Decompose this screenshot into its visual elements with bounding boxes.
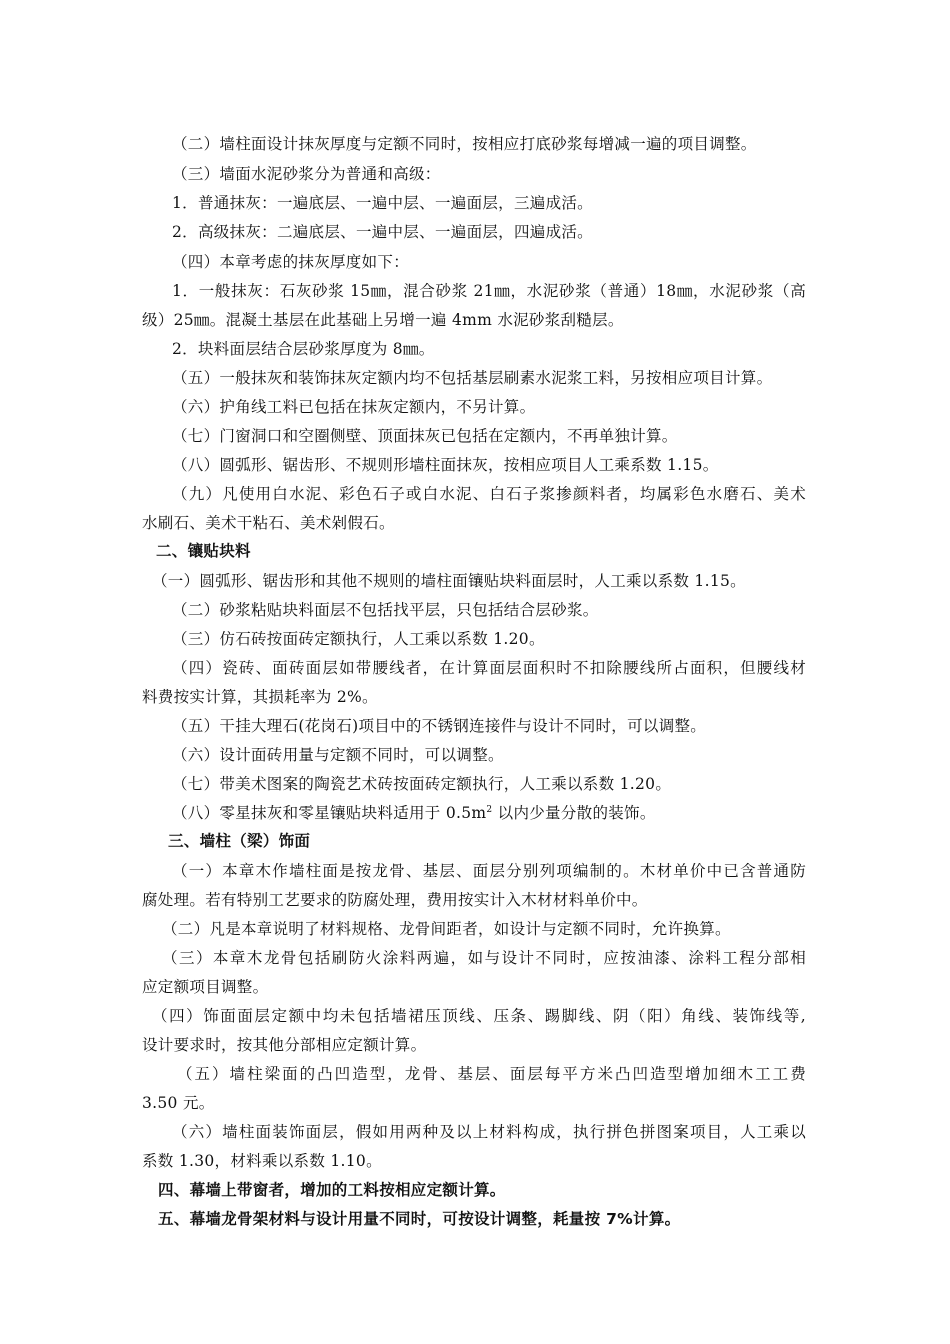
paragraph-s1-9-line1: （九）凡使用白水泥、彩色石子或白水泥、白石子浆掺颜料者，均属彩色水磨石、美术 xyxy=(172,485,806,503)
paragraph-s2-6: （六）设计面砖用量与定额不同时，可以调整。 xyxy=(172,746,504,764)
paragraph-s1-4-2: 2．块料面层结合层砂浆厚度为 8㎜。 xyxy=(172,340,435,358)
paragraph-s2-2: （二）砂浆粘贴块料面层不包括找平层，只包括结合层砂浆。 xyxy=(172,601,599,619)
paragraph-s1-3-1: 1．普通抹灰：一遍底层、一遍中层、一遍面层，三遍成活。 xyxy=(172,194,593,212)
paragraph-s1-5: （五）一般抹灰和装饰抹灰定额内均不包括基层刷素水泥浆工料，另按相应项目计算。 xyxy=(172,369,773,387)
section-heading-curtain-wall-window: 四、幕墙上带窗者，增加的工料按相应定额计算。 xyxy=(158,1181,506,1199)
paragraph-s3-2: （二）凡是本章说明了材料规格、龙骨间距者，如设计与定额不同时，允许换算。 xyxy=(162,920,731,938)
paragraph-s1-3-2: 2．高级抹灰：二遍底层、一遍中层、一遍面层，四遍成活。 xyxy=(172,223,593,241)
paragraph-s2-5: （五）干挂大理石(花岗石)项目中的不锈钢连接件与设计不同时，可以调整。 xyxy=(172,717,707,735)
section-heading-tiling: 二、镶贴块料 xyxy=(156,542,251,560)
section-heading-curtain-wall-frame: 五、幕墙龙骨架材料与设计用量不同时，可按设计调整，耗量按 7%计算。 xyxy=(158,1210,681,1228)
paragraph-s3-1-line2: 腐处理。若有特别工艺要求的防腐处理，费用按实计入木材材料单价中。 xyxy=(142,891,648,909)
paragraph-s1-3: （三）墙面水泥砂浆分为普通和高级： xyxy=(172,165,441,183)
paragraph-s1-7: （七）门窗洞口和空圈侧壁、顶面抹灰已包括在定额内，不再单独计算。 xyxy=(172,427,678,445)
superscript-squared: 2 xyxy=(486,804,493,815)
paragraph-s2-4-line2: 料费按实计算，其损耗率为 2%。 xyxy=(142,688,378,706)
paragraph-s1-8: （八）圆弧形、锯齿形、不规则形墙柱面抹灰，按相应项目人工乘系数 1.15。 xyxy=(172,456,719,474)
paragraph-s1-2: （二）墙柱面设计抹灰厚度与定额不同时，按相应打底砂浆每增减一遍的项目调整。 xyxy=(172,135,757,153)
paragraph-s2-8-tail: 以内少量分散的装饰。 xyxy=(492,804,656,822)
paragraph-s3-5-line1: （五）墙柱梁面的凸凹造型，龙骨、基层、面层每平方米凸凹造型增加细木工工费 xyxy=(177,1065,806,1083)
paragraph-s3-3-line1: （三）本章木龙骨包括刷防火涂料两遍，如与设计不同时，应按油漆、涂料工程分部相 xyxy=(162,949,806,967)
paragraph-s1-4: （四）本章考虑的抹灰厚度如下： xyxy=(172,253,410,271)
paragraph-s2-4-line1: （四）瓷砖、面砖面层如带腰线者，在计算面层面积时不扣除腰线所占面积，但腰线材 xyxy=(172,659,806,677)
paragraph-s1-9-line2: 水刷石、美术干粘石、美术剁假石。 xyxy=(142,514,395,532)
paragraph-s3-3-line2: 应定额项目调整。 xyxy=(142,978,269,996)
paragraph-s2-1: （一）圆弧形、锯齿形和其他不规则的墙柱面镶贴块料面层时，人工乘以系数 1.15。 xyxy=(152,572,746,590)
paragraph-s3-5-line2: 3.50 元。 xyxy=(142,1094,215,1112)
paragraph-s2-8-text: （八）零星抹灰和零星镶贴块料适用于 0.5m xyxy=(172,804,487,822)
paragraph-s3-4-line1: （四）饰面面层定额中均未包括墙裙压顶线、压条、踢脚线、阴（阳）角线、装饰线等, xyxy=(152,1007,806,1025)
paragraph-s2-8 xyxy=(172,803,656,823)
section-heading-wall-finish: 三、墙柱（梁）饰面 xyxy=(168,832,311,850)
paragraph-s3-6-line1: （六）墙柱面装饰面层，假如用两种及以上材料构成，执行拼色拼图案项目，人工乘以 xyxy=(172,1123,806,1141)
paragraph-s3-4-line2: 设计要求时，按其他分部相应定额计算。 xyxy=(142,1036,427,1054)
paragraph-s2-3: （三）仿石砖按面砖定额执行，人工乘以系数 1.20。 xyxy=(172,630,545,648)
paragraph-s3-1-line1: （一）本章木作墙柱面是按龙骨、基层、面层分别列项编制的。木材单价中已含普通防 xyxy=(172,862,806,880)
paragraph-s2-7: （七）带美术图案的陶瓷艺术砖按面砖定额执行，人工乘以系数 1.20。 xyxy=(172,775,672,793)
paragraph-s1-4-1-line1: 1．一般抹灰：石灰砂浆 15㎜，混合砂浆 21㎜，水泥砂浆（普通）18㎜，水泥砂浆（高 xyxy=(172,282,806,300)
paragraph-s1-6: （六）护角线工料已包括在抹灰定额内，不另计算。 xyxy=(172,398,536,416)
paragraph-s3-6-line2: 系数 1.30，材料乘以系数 1.10。 xyxy=(142,1152,382,1170)
paragraph-s1-4-1-line2: 级）25㎜。混凝土基层在此基础上另增一遍 4mm 水泥砂浆刮糙层。 xyxy=(142,311,624,329)
